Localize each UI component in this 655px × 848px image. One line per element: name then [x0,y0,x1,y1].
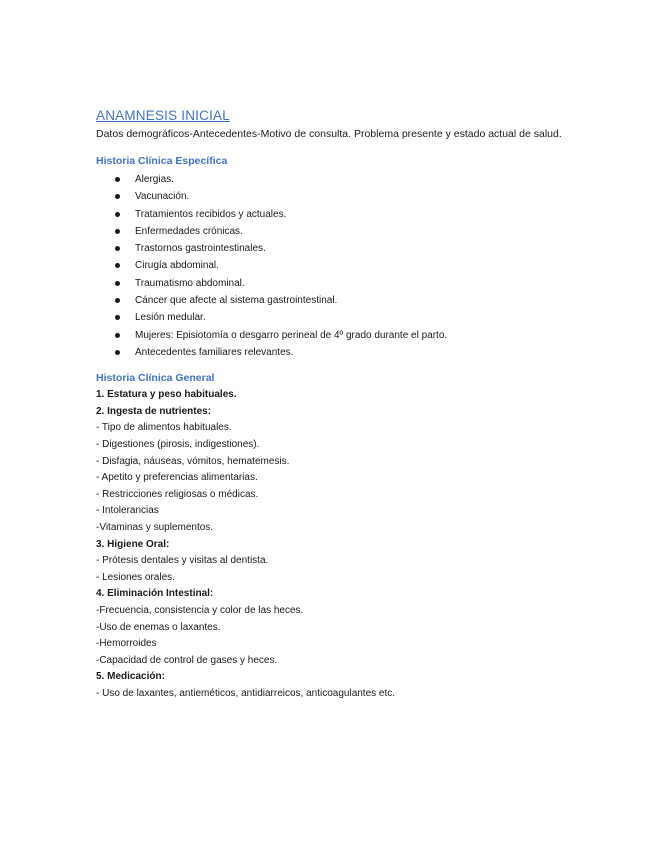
general-history-heading: Historia Clínica General [96,372,215,385]
bullet-icon [115,315,120,320]
bullet-icon [115,263,120,268]
bullet-icon [115,350,120,355]
list-item: -Vitaminas y suplementos. [96,522,214,534]
document-title: ANAMNESIS INICIAL [96,108,230,123]
document-page [96,107,566,703]
list-item: Alergias. [96,171,566,188]
subsection-heading: 4. Eliminación Intestinal: [96,588,214,600]
list-item: Lesión medular. [96,309,566,326]
list-item: - Restricciones religiosas o médicas. [96,488,259,500]
bullet-icon [115,177,120,182]
bullet-icon [115,333,120,338]
specific-history-heading: Historia Clínica Específica [96,155,228,167]
subsection-heading: 2. Ingesta de nutrientes: [96,405,212,417]
subsection-heading: 3. Higiene Oral: [96,538,170,550]
list-item: -Capacidad de control de gases y heces. [96,654,278,666]
bullet-icon [115,194,120,199]
bullet-icon [115,246,120,251]
bullet-icon [115,212,120,217]
list-item: Enfermedades crónicas. [96,223,566,240]
list-item: - Prótesis dentales y visitas al dentista. [96,555,269,567]
list-item: Trastornos gastrointestinales. [96,240,566,257]
bullet-icon [115,298,120,303]
list-item: - Digestiones (pirosis, indigestiones). [96,439,260,451]
specific-history-list [96,171,566,361]
list-item: -Hemorroides [96,638,157,650]
list-item: - Lesiones orales. [96,571,175,583]
bullet-icon [115,229,120,234]
list-item: Traumatismo abdominal. [96,275,566,292]
list-item: - Disfagia, náuseas, vómitos, hematemesis. [96,455,290,467]
list-item: - Uso de laxantes, antieméticos, antidiarreicos, anticoagulantes etc. [96,687,396,699]
subsection-heading: 1. Estatura y peso habituales. [96,389,237,401]
list-item: Tratamientos recibidos y actuales. [96,206,566,223]
list-item: Vacunación. [96,188,566,205]
list-item: - Intolerancias [96,505,159,517]
bullet-icon [115,281,120,286]
list-item: Cáncer que afecte al sistema gastrointestinal. [96,292,566,309]
general-history-body [96,387,566,702]
list-item: - Tipo de alimentos habituales. [96,422,232,434]
list-item: Antecedentes familiares relevantes. [96,344,566,361]
list-item: -Uso de enemas o laxantes. [96,621,221,633]
list-item: Cirugía abdominal. [96,257,566,274]
list-item: -Frecuencia, consistencia y color de las heces. [96,604,304,616]
list-item: - Apetito y preferencias alimentarias. [96,472,258,484]
subsection-heading: 5. Medicación: [96,671,165,683]
list-item: Mujeres: Episiotomía o desgarro perineal de 4º grado durante el parto. [96,327,566,344]
intro-paragraph: Datos demográficos-Antecedentes-Motivo de consulta. Problema presente y estado actual de salud. [96,128,562,140]
